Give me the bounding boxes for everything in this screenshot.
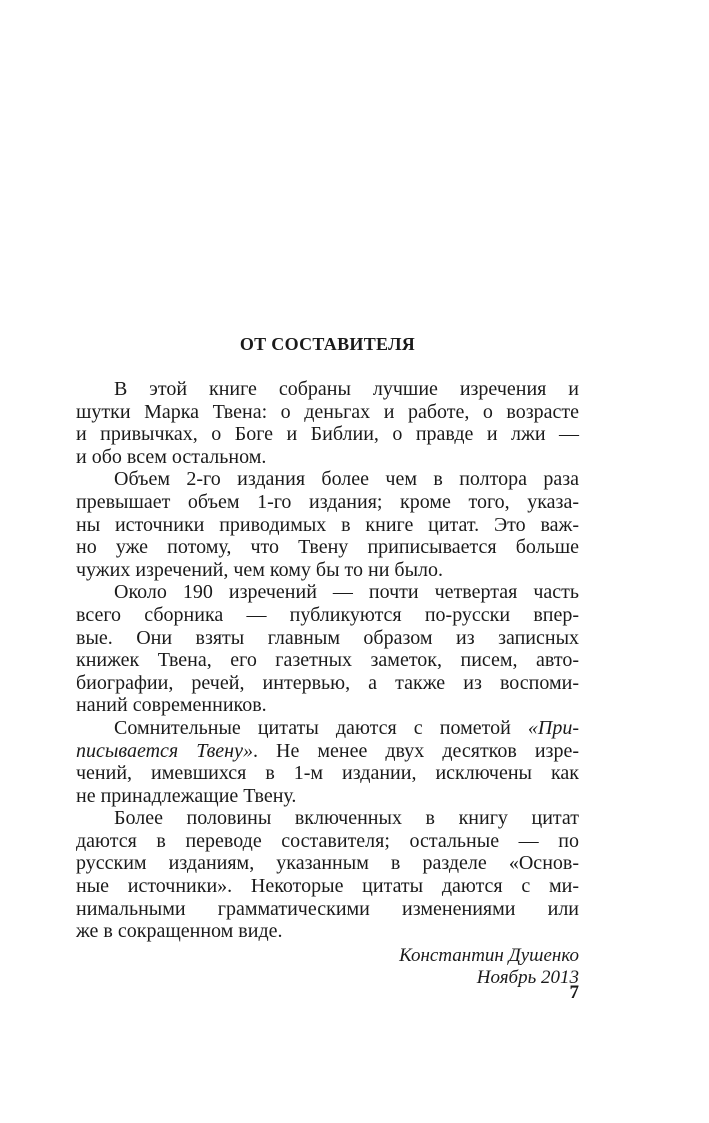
page-content xyxy=(76,330,579,989)
text-line: и обо всем остальном. xyxy=(76,445,267,468)
italic-quote: «При- xyxy=(527,716,579,739)
text-fragment: Сомнительные цитаты даются с пометой xyxy=(114,716,528,739)
text-line: не принадлежащие Твену. xyxy=(76,784,297,807)
text-line: Более половины включенных в книгу цитат xyxy=(114,807,579,830)
text-line: книжек Твена, его газетных заметок, писем, авто- xyxy=(76,649,579,672)
text-line: вые. Они взяты главным образом из записных xyxy=(76,626,579,649)
text-line: нимальными грамматическими изменениями или xyxy=(76,897,579,920)
text-line: ны источники приводимых в книге цитат. Это важ- xyxy=(76,513,579,536)
text-line: даются в переводе составителя; остальные — по xyxy=(76,829,579,852)
text-line: же в сокращенном виде. xyxy=(76,920,283,943)
text-line: биографии, речей, интервью, а также из воспоми- xyxy=(76,671,579,694)
text-line: превышает объем 1-го издания; кроме того, указа- xyxy=(76,490,579,513)
text-line: В этой книге собраны лучшие изречения и xyxy=(114,378,579,400)
text-line xyxy=(76,717,579,740)
text-line: чений, имевшихся в 1-м издании, исключены как xyxy=(76,762,579,785)
text-line: Объем 2-го издания более чем в полтора раза xyxy=(114,468,579,491)
text-line: всего сборника — публикуются по-русски впер- xyxy=(76,603,579,626)
paragraph-5 xyxy=(76,807,579,943)
text-line: шутки Марка Твена: о деньгах и работе, о возрасте xyxy=(76,400,579,423)
text-line: наний современников. xyxy=(76,694,267,717)
text-line: Около 190 изречений — почти четвертая часть xyxy=(114,581,579,604)
signature-author: Константин Душенко xyxy=(399,944,579,966)
signature xyxy=(76,945,579,989)
page-title: ОТ СОСТАВИТЕЛЯ xyxy=(239,334,416,354)
body-text xyxy=(76,378,579,943)
italic-quote: писывается Твену» xyxy=(76,739,253,762)
paragraph-1 xyxy=(76,378,579,468)
text-line: чужих изречений, чем кому бы то ни было. xyxy=(76,558,444,581)
text-line: и привычках, о Боге и Библии, о правде и лжи — xyxy=(76,423,579,446)
text-fragment: . Не менее двух десятков изре- xyxy=(252,739,579,762)
paragraph-3 xyxy=(76,581,579,717)
text-line: русским изданиям, указанным в разделе «Основ- xyxy=(76,852,579,875)
text-line: ные источники». Некоторые цитаты даются с ми- xyxy=(76,875,579,898)
signature-date: Ноябрь 2013 xyxy=(476,966,579,988)
paragraph-4 xyxy=(76,717,579,807)
page-number: 7 xyxy=(569,982,579,1003)
text-line xyxy=(76,740,579,763)
text-line: но уже потому, что Твену приписывается больше xyxy=(76,536,579,559)
paragraph-2 xyxy=(76,468,579,581)
